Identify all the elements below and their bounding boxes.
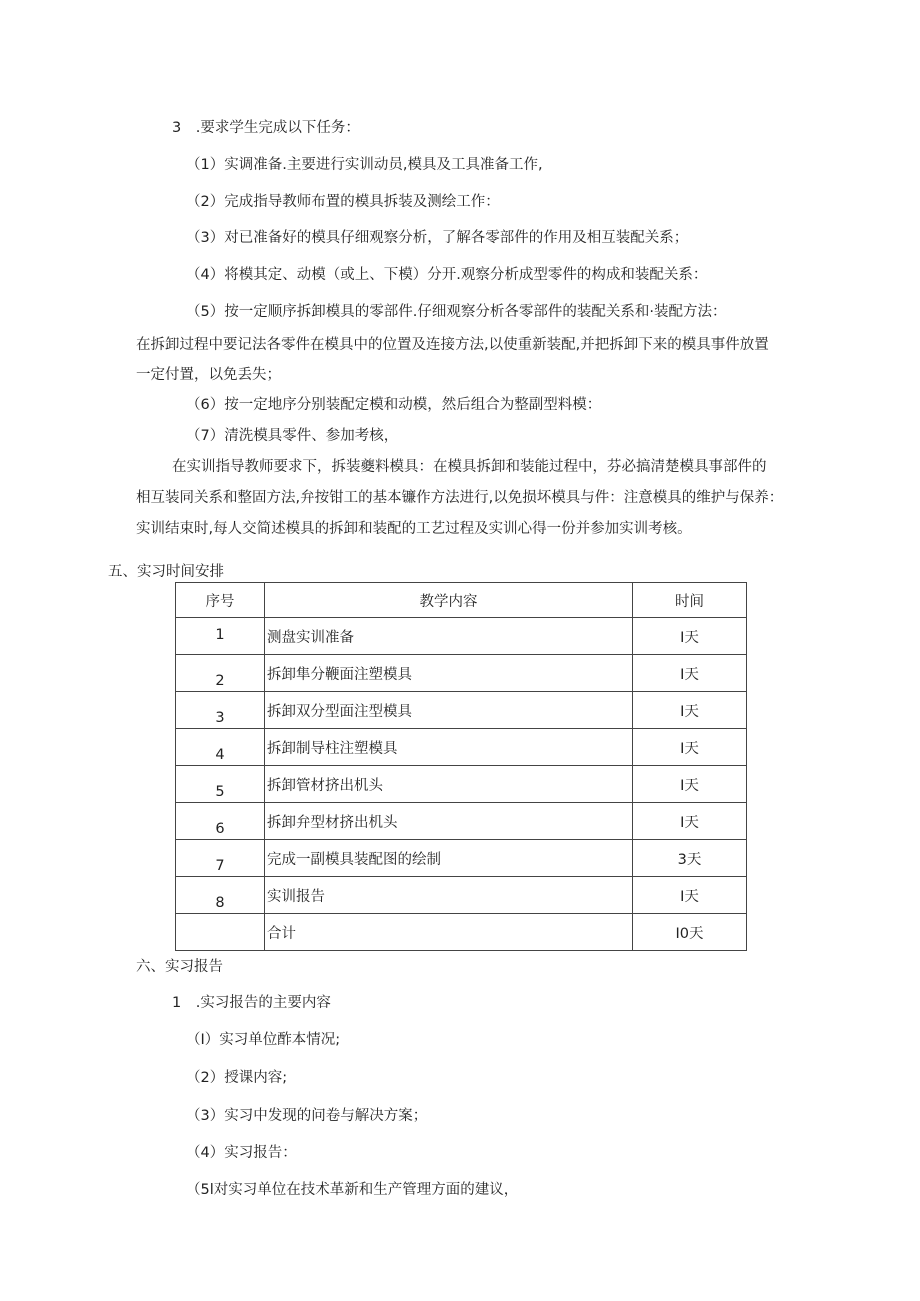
task-item-1: （1）实调准备.主要进行实训动员,模具及工具准备工作, [186,157,543,173]
task-item-3: （3）对已准备好的模具仔细观察分析，了解各零部件的作用及相互装配关系； [186,230,689,246]
row-number: 4 [176,729,265,766]
task-item-7: （7）清洗模具零件、参加考核， [186,428,399,444]
report-item-3: （3）实习中发现的问卷与解决方案； [186,1108,428,1124]
task-item-4: （4）将模其定、动模（或上、下模）分开.观察分析成型零件的构成和装配关系： [186,267,708,283]
report-item-5: （5l对实习单位在技术革新和生产管理方面的建议， [186,1182,519,1198]
row-content: 完成一副模具装配图的绘制 [265,840,633,877]
row-number: 8 [176,877,265,914]
row-number: 1 [176,618,265,655]
row-number: 5 [176,766,265,803]
table-row [176,803,747,840]
header-content: 教学内容 [265,583,633,618]
row-time: I天 [633,655,747,692]
row-number: 2 [176,655,265,692]
row-content: 拆卸隼分鞭面注塑模具 [265,655,633,692]
total-number [176,914,265,951]
table-header-row [176,583,747,618]
table-row [176,877,747,914]
total-label: 合计 [265,914,633,951]
table-row [176,655,747,692]
row-time: 3天 [633,840,747,877]
row-time: I天 [633,692,747,729]
row-number: 3 [176,692,265,729]
task-paragraph-line-2: 相互装同关系和整固方法,弁按钳工的基本镰作方法进行,以免损坏模具与件：注意模具的维护与保养： [136,490,784,506]
section-6-subheading: 1 .实习报告的主要内容 [172,995,331,1011]
task-note-line-2: 一定付置，以免丢失； [136,367,281,383]
schedule-table [175,582,747,951]
report-item-2: （2）授课内容; [186,1070,288,1086]
row-content: 测盘实训准备 [265,618,633,655]
row-time: I天 [633,877,747,914]
total-time: I0天 [633,914,747,951]
row-content: 拆卸弁型材挤出机头 [265,803,633,840]
header-number: 序号 [176,583,265,618]
table-row [176,840,747,877]
task-paragraph-line-3: 实训结束时,每人交简述模具的拆卸和装配的工艺过程及实训心得一份并参加实训考核。 [136,521,692,537]
report-item-1: （I）实习单位酢本情况; [186,1032,341,1048]
table-row [176,692,747,729]
row-content: 实训报告 [265,877,633,914]
row-time: I天 [633,766,747,803]
task-paragraph-line-1: 在实训指导教师要求下，拆装夔料模具：在模具拆卸和装能过程中，芬必搞清楚模具事部件的 [172,459,767,475]
table-row [176,618,747,655]
task-item-6: （6）按一定地序分别装配定模和动模，然后组合为整副型料模： [186,397,602,413]
row-time: I天 [633,729,747,766]
row-content: 拆卸管材挤出机头 [265,766,633,803]
section-6-title: 六、实习报告 [136,959,223,975]
table-row [176,766,747,803]
row-number: 7 [176,840,265,877]
tasks-heading: 3 .要求学生完成以下任务： [172,120,360,136]
header-time: 时间 [633,583,747,618]
row-time: I天 [633,618,747,655]
table-total-row [176,914,747,951]
task-item-5: （5）按一定顺序拆卸模具的零部件.仔细观察分析各零部件的装配关系和·装配方法： [186,304,727,320]
row-content: 拆卸双分型面注型模具 [265,692,633,729]
row-content: 拆卸制导柱注塑模具 [265,729,633,766]
report-item-4: （4）实习报告： [186,1145,297,1161]
row-number: 6 [176,803,265,840]
section-5-title: 五、实习时间安排 [108,564,224,580]
task-note-line-1: 在拆卸过程中要记法各零件在模具中的位置及连接方法,以使重新装配,并把拆卸下来的模具事件放置 [136,337,769,353]
task-item-2: （2）完成指导教师布置的模具拆装及测绘工作： [186,194,500,210]
table-row [176,729,747,766]
row-time: I天 [633,803,747,840]
